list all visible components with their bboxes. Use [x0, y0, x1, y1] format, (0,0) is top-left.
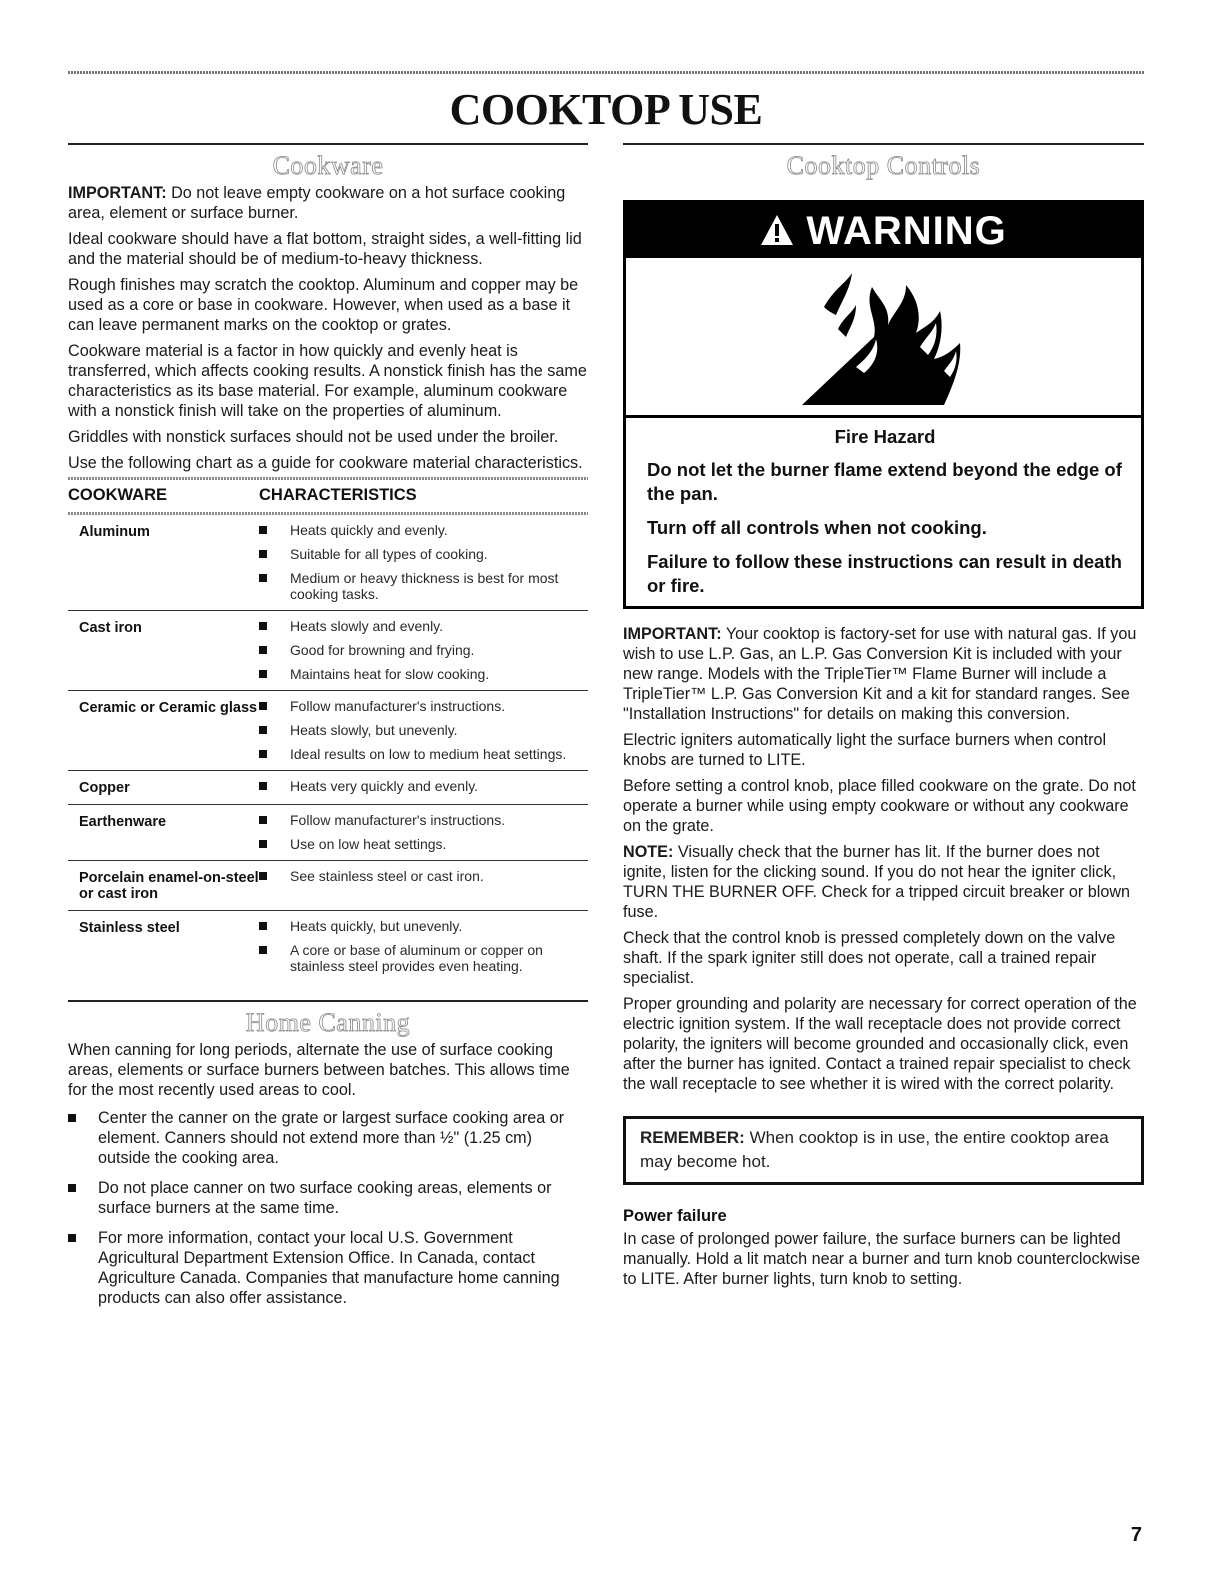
- table-row: [68, 771, 588, 805]
- characteristics-list: [259, 698, 588, 762]
- characteristic-item: Medium or heavy thickness is best for most cooking tasks.: [259, 570, 588, 602]
- characteristic-item: Good for browning and frying.: [259, 642, 588, 658]
- controls-paragraph: Before setting a control knob, place filled cookware on the grate. Do not operate a burner while using empty cookware or without any cookware on the grate.: [623, 777, 1136, 835]
- cookware-paragraph: Griddles with nonstick surfaces should not be used under the broiler.: [68, 428, 559, 446]
- characteristic-item: Follow manufacturer's instructions.: [259, 812, 588, 828]
- warning-line: Turn off all controls when not cooking.: [647, 517, 987, 538]
- material-name: Ceramic or Ceramic glass: [79, 700, 258, 716]
- characteristics-list: [259, 918, 588, 974]
- characteristic-item: Heats slowly and evenly.: [259, 618, 588, 634]
- page-title: COOKTOP USE: [449, 85, 763, 134]
- power-failure-heading: Power failure: [623, 1207, 727, 1225]
- characteristic-item: Ideal results on low to medium heat settings.: [259, 746, 588, 762]
- left-column: [68, 143, 588, 1318]
- controls-paragraph: NOTE: Visually check that the burner has lit. If the burner does not ignite, listen for the clicking sound. If you do not hear the igniter click, TURN THE BURNER OFF. Check for a tripped circuit breaker or blown fuse.: [623, 843, 1131, 921]
- section-rule: [68, 1000, 588, 1002]
- canning-bullet: Center the canner on the grate or largest surface cooking area or element. Canners should not extend more than ½" (1.25 cm) outside the cooking area.: [68, 1108, 588, 1168]
- warning-line: Do not let the burner flame extend beyond the edge of the pan.: [647, 459, 1122, 504]
- characteristics-list: [259, 812, 588, 852]
- cookware-heading: Cookware: [272, 151, 384, 180]
- controls-paragraph: Electric igniters automatically light the surface burners when control knobs are turned to LITE.: [623, 731, 1107, 769]
- material-name: Copper: [79, 780, 130, 796]
- canning-bullet: Do not place canner on two surface cooking areas, elements or surface burners at the same time.: [68, 1178, 588, 1218]
- table-header: [68, 480, 588, 512]
- table-row: [68, 805, 588, 861]
- power-failure-text: In case of prolonged power failure, the surface burners can be lighted manually. Hold a lit match near a burner and turn knob counterclockwise to LITE. After burner lights, turn knob to setting.: [623, 1230, 1141, 1288]
- remember-text: When cooktop is in use, the entire cooktop area may become hot.: [640, 1128, 1109, 1171]
- warning-title: Fire Hazard: [834, 426, 936, 447]
- cookware-table: [68, 477, 588, 982]
- canning-heading: Home Canning: [245, 1008, 411, 1037]
- characteristic-item: Maintains heat for slow cooking.: [259, 666, 588, 682]
- characteristic-item: Heats very quickly and evenly.: [259, 778, 588, 794]
- controls-paragraph: Proper grounding and polarity are necessary for correct operation of the electric ignition system. If the wall receptacle does not provide correct polarity, the igniters will become grounded and occasionally click, even after the burner has ignited. Contact a trained repair specialist to check the wall receptacle to see whether it is wired with the correct polarity.: [623, 995, 1137, 1093]
- right-column: [623, 143, 1144, 1295]
- characteristic-item: Suitable for all types of cooking.: [259, 546, 588, 562]
- characteristics-list: [259, 868, 588, 902]
- table-row: [68, 515, 588, 611]
- characteristics-list: [259, 618, 588, 682]
- page-number: 7: [1130, 1524, 1142, 1546]
- section-rule: [68, 143, 588, 145]
- table-row: [68, 611, 588, 691]
- characteristic-item: Heats quickly and evenly.: [259, 522, 588, 538]
- canning-list: [68, 1108, 588, 1308]
- characteristics-list: [259, 778, 588, 796]
- table-row: [68, 861, 588, 911]
- characteristic-item: See stainless steel or cast iron.: [259, 868, 588, 884]
- material-name: Cast iron: [79, 620, 142, 636]
- characteristic-item: Use on low heat settings.: [259, 836, 588, 852]
- warning-box: [623, 200, 1144, 609]
- characteristics-list: [259, 522, 588, 602]
- remember-box: [623, 1116, 1144, 1185]
- section-rule: [623, 143, 1144, 145]
- characteristic-item: Follow manufacturer's instructions.: [259, 698, 588, 714]
- controls-heading: Cooktop Controls: [786, 151, 981, 180]
- material-name: Aluminum: [79, 524, 150, 540]
- cookware-paragraph: Cookware material is a factor in how quickly and evenly heat is transferred, which affects cooking results. A nonstick finish has the same characteristics as its base material. For example, aluminum cookware with a nonstick finish will take on the properties of aluminum.: [68, 342, 587, 420]
- remember-label: REMEMBER:: [640, 1128, 745, 1147]
- cookware-paragraph: Rough finishes may scratch the cooktop. Aluminum and copper may be used as a core or base in cookware. However, when used as a base it can leave permanent marks on the cooktop or grates.: [68, 276, 579, 334]
- material-name: Earthenware: [79, 814, 167, 830]
- material-name: Porcelain enamel-on-steel or cast iron: [79, 870, 259, 902]
- top-dotted-rule: [68, 71, 1144, 74]
- cookware-paragraph: Ideal cookware should have a flat bottom, straight sides, a well-fitting lid and the material should be of medium-to-heavy thickness.: [68, 230, 582, 268]
- controls-paragraph: IMPORTANT: Your cooktop is factory-set for use with natural gas. If you wish to use L.P. Gas, an L.P. Gas Conversion Kit is included with your new range. Models with the TripleTier™ Flame Burner will include a TripleTier™ L.P. Gas Conversion Kit and a kit for standard ranges. See "Installation Instructions" for details on making this conversion.: [623, 625, 1137, 723]
- characteristic-item: Heats slowly, but unevenly.: [259, 722, 588, 738]
- characteristic-item: Heats quickly, but unevenly.: [259, 918, 588, 934]
- material-name: Stainless steel: [79, 920, 180, 936]
- canning-bullet: For more information, contact your local U.S. Government Agricultural Department Extension Office. In Canada, contact Agriculture Canada. Companies that manufacture home canning products can also offer assistance.: [68, 1228, 588, 1308]
- canning-intro: When canning for long periods, alternate the use of surface cooking areas, elements or surface burners between batches. This allows time for the most recently used areas to cool.: [68, 1041, 570, 1099]
- table-header-characteristics: CHARACTERISTICS: [259, 486, 417, 504]
- warning-triangle-icon: [760, 209, 806, 253]
- controls-paragraph: Check that the control knob is pressed completely down on the valve shaft. If the spark igniter still does not operate, call a trained repair specialist.: [623, 929, 1116, 987]
- controls-body: [623, 624, 1144, 1094]
- fire-icon: [626, 258, 1141, 415]
- cookware-paragraph: Use the following chart as a guide for cookware material characteristics.: [68, 454, 583, 472]
- cookware-paragraph: IMPORTANT: Do not leave empty cookware on a hot surface cooking area, element or surface burner.: [68, 184, 566, 222]
- warning-body: [626, 418, 1141, 606]
- characteristic-item: A core or base of aluminum or copper on stainless steel provides even heating.: [259, 942, 588, 974]
- table-row: [68, 691, 588, 771]
- table-row: [68, 911, 588, 982]
- warning-label: WARNING: [806, 209, 1007, 253]
- cookware-body: [68, 183, 588, 473]
- warning-line: Failure to follow these instructions can result in death or fire.: [647, 551, 1122, 596]
- table-header-cookware: COOKWARE: [68, 486, 167, 504]
- warning-header: [626, 203, 1141, 258]
